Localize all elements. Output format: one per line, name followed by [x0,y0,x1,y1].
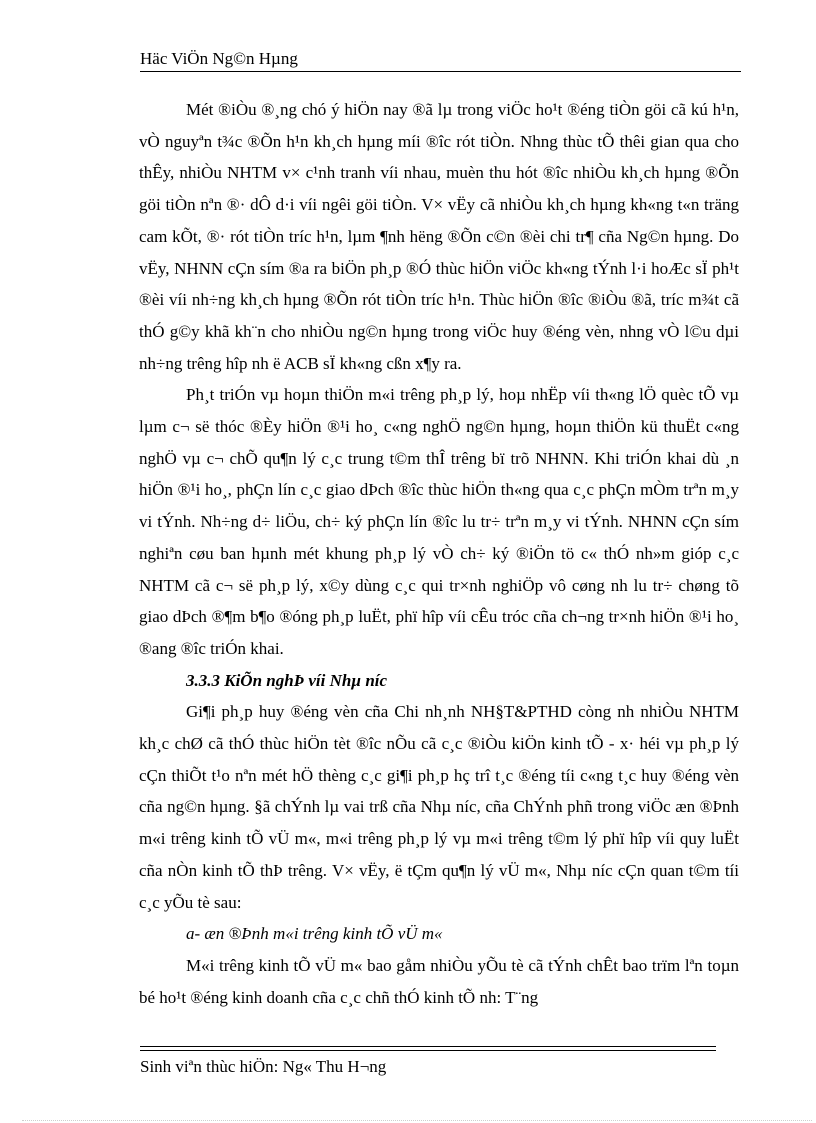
page-body [139,94,739,1013]
header-title: Häc ViÖn Ng©n Hµng [140,49,298,68]
body-paragraph-3: Gi¶i ph¸p huy ®éng vèn cña Chi nh¸nh NH§T&PTHD còng nh nhiÒu NHTM kh¸c chØ cã thÓ thùc hiÖn tèt ®îc nÕu cã c¸c ®iÒu kiÖn kinh tÕ - x· héi vµ ph¸p lý cÇn thiÕt t¹o nªn mét hÖ thèng c¸c gi¶i ph¸p hç trî t¸c ®éng tíi c«ng t¸c huy ®éng vèn cña ng©n hµng. §ã chÝnh lµ vai trß cña Nhµ níc, cña ChÝnh phñ trong viÖc æn ®Þnh m«i trêng kinh tÕ vÜ m«, m«i trêng ph¸p lý vµ m«i trêng t©m lý phï hîp víi quy luËt cña nÒn kinh tÕ thÞ trêng. V× vËy, ë tÇm qu¶n lý vÜ m«, Nhµ níc cÇn quan t©m tíi c¸c yÕu tè sau: [139,702,739,912]
footer-rule-top [140,1046,716,1047]
header-rule [140,71,741,72]
footer-rule-bottom [140,1050,716,1051]
body-paragraph-1: Mét ®iÒu ®¸ng chó ý hiÖn nay ®ã lµ trong viÖc ho¹t ®éng tiÒn göi cã kú h¹n, vÒ nguyªn t¾c ®Õn h¹n kh¸ch hµng míi ®îc rót tiÒn. Nhng thùc tÕ thêi gian qua cho thÊy, nhiÒu NHTM v× c¹nh tranh víi nhau, muèn thu hót ®îc nhiÒu kh¸ch hµng ®Õn göi tiÒn nªn ®· dÔ d·i víi ngêi göi tiÒn. V× vËy cã nhiÒu kh¸ch hµng kh«ng t«n träng cam kÕt, ®· rót tiÒn tríc h¹n, lµm ¶nh hëng ®Õn c©n ®èi chi tr¶ cña Ng©n hµng. Do vËy, NHNN cÇn sím ®a ra biÖn ph¸p ®Ó thùc hiÖn viÖc kh«ng tÝnh l·i hoÆc sÏ ph¹t ®èi víi nh÷ng kh¸ch hµng ®Õn rót tiÒn tríc h¹n. Thùc hiÖn ®îc ®iÒu ®ã, tríc m¾t cã thÓ g©y khã kh¨n cho nhiÒu ng©n hµng trong viÖc huy ®éng vèn, nhng vÒ l©u dµi nh÷ng trêng hîp nh ë ACB sÏ kh«ng cßn x¶y ra. [139,100,739,373]
footer-author: Sinh viªn thùc hiÖn: Ng« Thu H¬ng [140,1057,387,1076]
body-paragraph-4: M«i trêng kinh tÕ vÜ m« bao gåm nhiÒu yÕu tè cã tÝnh chÊt bao trïm lªn toµn bé ho¹t ®éng kinh doanh cña c¸c chñ thÓ kinh tÕ nh: T¨ng [139,955,739,1007]
page-bottom-border [22,1120,812,1121]
section-heading: 3.3.3 KiÕn nghÞ víi Nhµ níc [186,670,388,690]
subsection-heading: a- æn ®Þnh m«i trêng kinh tÕ vÜ m« [186,924,443,944]
body-paragraph-2: Ph¸t triÓn vµ hoµn thiÖn m«i trêng ph¸p lý, hoµ nhËp víi th«ng lÖ quèc tÕ vµ lµm c¬ së thóc ®Èy hiÖn ®¹i ho¸ c«ng nghÖ ng©n hµng, hoµn thiÖn kü thuËt c«ng nghÖ vµ c¬ chÕ qu¶n lý c¸c trung t©m thÎ trêng bï trõ NHNN. Khi triÓn khai dù ¸n hiÖn ®¹i ho¸, phÇn lín c¸c giao dÞch ®îc thùc hiÖn th«ng qua c¸c phÇn mÒm trªn m¸y vi tÝnh. Nh÷ng d÷ liÖu, ch÷ ký phÇn lín ®îc lu tr÷ trªn m¸y vi tÝnh. NHNN cÇn sím nghiªn cøu ban hµnh mét khung ph¸p lý vÒ ch÷ ký ®iÖn tö c« thÓ nh»m gióp c¸c NHTM cã c¬ së ph¸p lý, x©y dùng c¸c qui tr×nh nghiÖp vô cøng nh lu tr÷ chøng tõ giao dÞch ®¶m b¶o ®óng ph¸p luËt, phï hîp víi cÊu tróc cña ch¬ng tr×nh hiÖn ®¹i ho¸ ®ang ®îc triÓn khai. [139,385,739,658]
